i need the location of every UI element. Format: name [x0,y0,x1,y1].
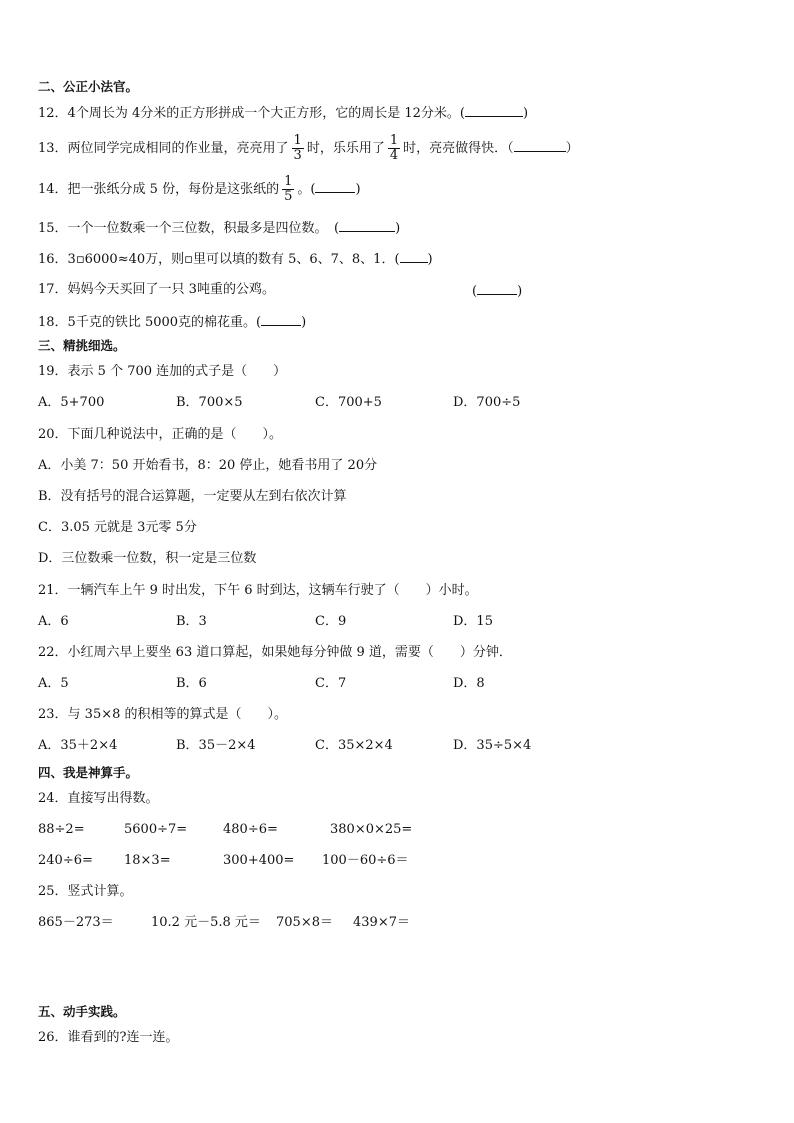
question-21: 21．一辆汽车上午 9 时出发，下午 6 时到达，这辆车行驶了（ ）小时。 [38,583,478,598]
q24-expression: 300+400= [223,853,295,868]
question-22: 22．小红周六早上要坐 63 道口算起，如果她每分钟做 9 道，需要（ ）分钟． [38,645,512,660]
question-13-text-a: 13．两位同学完成相同的作业量，亮亮用了 [38,141,289,156]
question-24: 24．直接写出得数。 [38,791,159,806]
fraction-one-fourth: $\frac{1}{4}$ [389,133,399,163]
question-18: 18．5千克的铁比 5000克的棉花重。( ) [38,315,307,330]
fraction-one-third: $\frac{1}{3}$ [293,133,302,163]
q19-option-c[interactable]: C．700+5 [315,395,382,410]
q21-option-b[interactable]: B．3 [176,614,207,629]
question-12-text: 12．4个周长为 4分米的正方形拼成一个大正方形，它的周长是 12分米。( [38,106,465,121]
q19-option-d[interactable]: D．700÷5 [453,395,521,410]
q24-expression: 5600÷7= [124,822,188,837]
q25-expression: 439×7＝ [353,915,410,930]
q23-option-c[interactable]: C．35×2×4 [315,738,393,753]
q24-expression: 240÷6= [38,853,93,868]
answer-blank-13[interactable] [514,139,566,152]
q24-expression: 18×3= [124,853,171,868]
question-20: 20．下面几种说法中，正确的是（ ）。 [38,427,283,442]
q24-expression: 380×0×25= [330,822,413,837]
question-14-text-b: 。( [297,182,316,197]
q22-option-d[interactable]: D．8 [453,676,485,691]
question-18-text: 18．5千克的铁比 5000克的棉花重。( [38,315,262,330]
q21-option-c[interactable]: C．9 [315,614,347,629]
answer-blank-16[interactable] [400,250,428,263]
q20-option-c[interactable]: C．3.05 元就是 3元零 5分 [38,520,197,535]
question-17: 17．妈妈今天买回了一只 3吨重的公鸡。 ( ) [38,282,523,299]
q20-option-a[interactable]: A．小美 7：50 开始看书，8：20 停止，她看书用了 20分 [38,458,378,473]
question-13-text-c: 时，亮亮做得快．（ [403,141,514,156]
q23-option-b[interactable]: B．35－2×4 [176,738,256,753]
q25-expression: 705×8＝ [276,915,333,930]
q22-option-a[interactable]: A．5 [38,676,69,691]
question-16: 16．3▫6000≈40万，则▫里可以填的数有 5、6、7、8、1．( ) [38,252,433,267]
question-13: 13．两位同学完成相同的作业量，亮亮用了 $\frac{1}{3}$ 时，乐乐用了 $\frac{1}{4}$ 时，亮亮做得快．（ ） [38,133,579,163]
q19-option-b[interactable]: B．700×5 [176,395,243,410]
question-17-text: 17．妈妈今天买回了一只 3吨重的公鸡。 [38,282,275,297]
answer-blank-18[interactable] [261,313,301,326]
answer-blank-15[interactable] [339,219,395,232]
answer-blank-12[interactable] [465,104,523,117]
question-15: 15．一个一位数乘一个三位数，积最多是四位数。 ( ) [38,221,401,236]
question-25: 25．竖式计算。 [38,884,133,899]
answer-blank-14[interactable] [315,180,355,193]
q21-option-a[interactable]: A．6 [38,614,69,629]
q22-option-b[interactable]: B．6 [176,676,207,691]
answer-blank-17[interactable] [477,282,517,295]
section-2-title: 二、公正小法官。 [38,79,139,94]
q25-expression: 865－273＝ [38,915,114,930]
question-19: 19．表示 5 个 700 连加的式子是（ ） [38,364,287,379]
question-26: 26．谁看到的?连一连。 [38,1030,179,1045]
q23-option-a[interactable]: A．35＋2×4 [38,738,118,753]
q19-option-a[interactable]: A．5+700 [38,395,105,410]
q20-option-b[interactable]: B．没有括号的混合运算题，一定要从左到右依次计算 [38,489,347,504]
question-15-text: 15．一个一位数乘一个三位数，积最多是四位数。 ( [38,221,340,236]
q21-option-d[interactable]: D．15 [453,614,493,629]
section-5-title: 五、动手实践。 [38,1004,126,1019]
section-3-title: 三、精挑细选。 [38,338,126,353]
question-14-text-a: 14．把一张纸分成 5 份，每份是这张纸的 [38,182,280,197]
q24-expression: 480÷6= [223,822,278,837]
question-13-text-b: 时，乐乐用了 [306,141,385,156]
section-4-title: 四、我是神算手。 [38,765,139,780]
question-14: 14．把一张纸分成 5 份，每份是这张纸的 $\frac{1}{5}$ 。( ) [38,174,361,204]
question-23: 23．与 35×8 的积相等的算式是（ ）。 [38,707,288,722]
q25-expression: 10.2 元－5.8 元＝ [151,915,261,930]
q23-option-d[interactable]: D．35÷5×4 [453,738,532,753]
q24-expression: 100－60÷6＝ [322,853,409,868]
fraction-one-fifth: $\frac{1}{5}$ [284,174,293,204]
question-16-text: 16．3▫6000≈40万，则▫里可以填的数有 5、6、7、8、1．( [38,252,400,267]
q22-option-c[interactable]: C．7 [315,676,347,691]
q24-expression: 88÷2= [38,822,85,837]
q20-option-d[interactable]: D．三位数乘一位数，积一定是三位数 [38,551,257,566]
question-12: 12．4个周长为 4分米的正方形拼成一个大正方形，它的周长是 12分米。( ) [38,106,529,121]
